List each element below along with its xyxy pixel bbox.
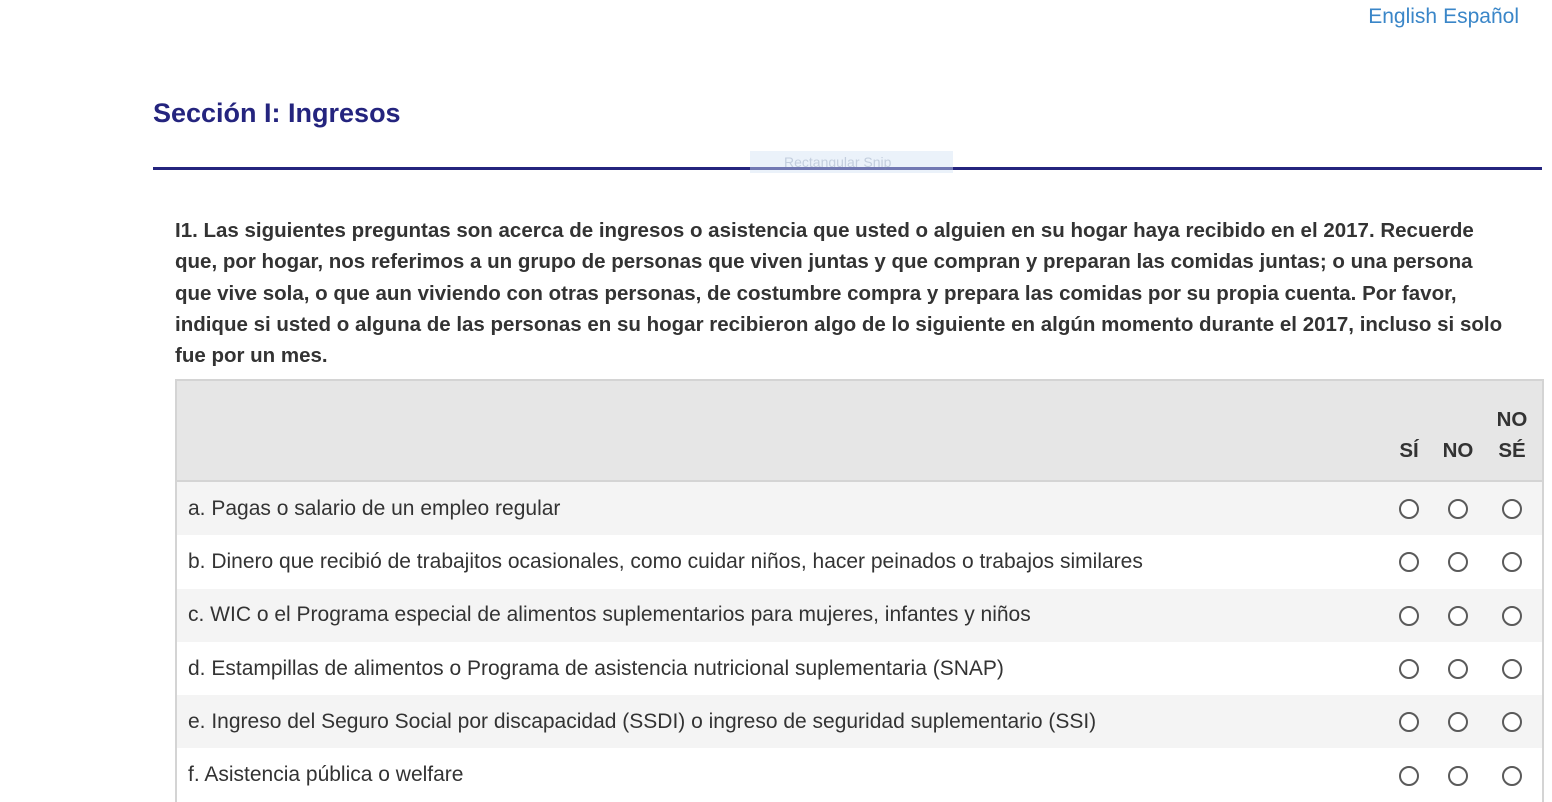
rectangular-snip-overlay: Rectangular Snip — [750, 151, 953, 173]
option-cell-no — [1434, 535, 1482, 588]
radio-no[interactable] — [1448, 499, 1468, 519]
column-header-no-se-line2: SÉ — [1498, 439, 1526, 462]
option-cell-no-se — [1482, 535, 1543, 588]
radio-no-se[interactable] — [1502, 552, 1522, 572]
column-header-no: NO — [1434, 380, 1482, 481]
column-header-si: SÍ — [1384, 380, 1434, 481]
radio-no[interactable] — [1448, 766, 1468, 786]
espanol-link[interactable]: Español — [1443, 5, 1519, 28]
radio-si[interactable] — [1399, 766, 1419, 786]
radio-no-se[interactable] — [1502, 712, 1522, 732]
radio-no-se[interactable] — [1502, 766, 1522, 786]
radio-si[interactable] — [1399, 552, 1419, 572]
option-cell-si — [1384, 589, 1434, 642]
table-row — [176, 748, 1543, 801]
row-label: f. Asistencia pública o welfare — [176, 748, 1384, 801]
question-text: I1. Las siguientes preguntas son acerca de ingresos o asistencia que usted o alguien en su hogar haya recibido en el 2017. Recuerde que, por hogar, nos referimos a un grupo de personas que viven juntas y que compran y preparan las comidas juntas; o una persona que vive sola, o que aun viviendo con otras personas, de costumbre compra y prepara las comidas por su propia cuenta. Por favor, indique si usted o alguna de las personas en su hogar recibieron algo de lo siguiente en algún momento durante el 2017, incluso si solo fue por un mes. — [175, 219, 1503, 368]
table-row — [176, 695, 1543, 748]
income-matrix-table — [175, 379, 1544, 802]
option-cell-no — [1434, 481, 1482, 535]
row-label: d. Estampillas de alimentos o Programa de asistencia nutricional suplementaria (SNAP) — [176, 642, 1384, 695]
row-label: b. Dinero que recibió de trabajitos ocasionales, como cuidar niños, hacer peinados o trabajos similares — [176, 535, 1384, 588]
table-row — [176, 642, 1543, 695]
radio-no-se[interactable] — [1502, 659, 1522, 679]
option-cell-si — [1384, 695, 1434, 748]
table-row — [176, 535, 1543, 588]
option-cell-no-se — [1482, 642, 1543, 695]
option-cell-no-se — [1482, 589, 1543, 642]
radio-no[interactable] — [1448, 659, 1468, 679]
option-cell-si — [1384, 642, 1434, 695]
option-cell-si — [1384, 535, 1434, 588]
matrix-header-row — [176, 380, 1543, 481]
english-link[interactable]: English — [1368, 5, 1438, 28]
radio-no-se[interactable] — [1502, 606, 1522, 626]
option-cell-no — [1434, 642, 1482, 695]
radio-si[interactable] — [1399, 659, 1419, 679]
option-cell-no — [1434, 695, 1482, 748]
radio-no[interactable] — [1448, 606, 1468, 626]
option-cell-si — [1384, 481, 1434, 535]
option-cell-si — [1384, 748, 1434, 801]
radio-no[interactable] — [1448, 552, 1468, 572]
radio-si[interactable] — [1399, 712, 1419, 732]
matrix-header-empty — [176, 380, 1384, 481]
column-header-no-se-line1: NO — [1496, 408, 1528, 431]
radio-no-se[interactable] — [1502, 499, 1522, 519]
language-switcher — [1362, 5, 1519, 29]
row-label: c. WIC o el Programa especial de alimentos suplementarios para mujeres, infantes y niños — [176, 589, 1384, 642]
column-header-no-se — [1482, 380, 1543, 481]
row-label: e. Ingreso del Seguro Social por discapacidad (SSDI) o ingreso de seguridad suplementario (SSI) — [176, 695, 1384, 748]
option-cell-no — [1434, 589, 1482, 642]
row-label: a. Pagas o salario de un empleo regular — [176, 481, 1384, 535]
radio-si[interactable] — [1399, 499, 1419, 519]
table-row — [176, 481, 1543, 535]
radio-si[interactable] — [1399, 606, 1419, 626]
option-cell-no-se — [1482, 748, 1543, 801]
option-cell-no-se — [1482, 481, 1543, 535]
option-cell-no-se — [1482, 695, 1543, 748]
radio-no[interactable] — [1448, 712, 1468, 732]
option-cell-no — [1434, 748, 1482, 801]
matrix-body — [176, 481, 1543, 802]
table-row — [176, 589, 1543, 642]
section-title: Sección I: Ingresos — [153, 98, 401, 128]
